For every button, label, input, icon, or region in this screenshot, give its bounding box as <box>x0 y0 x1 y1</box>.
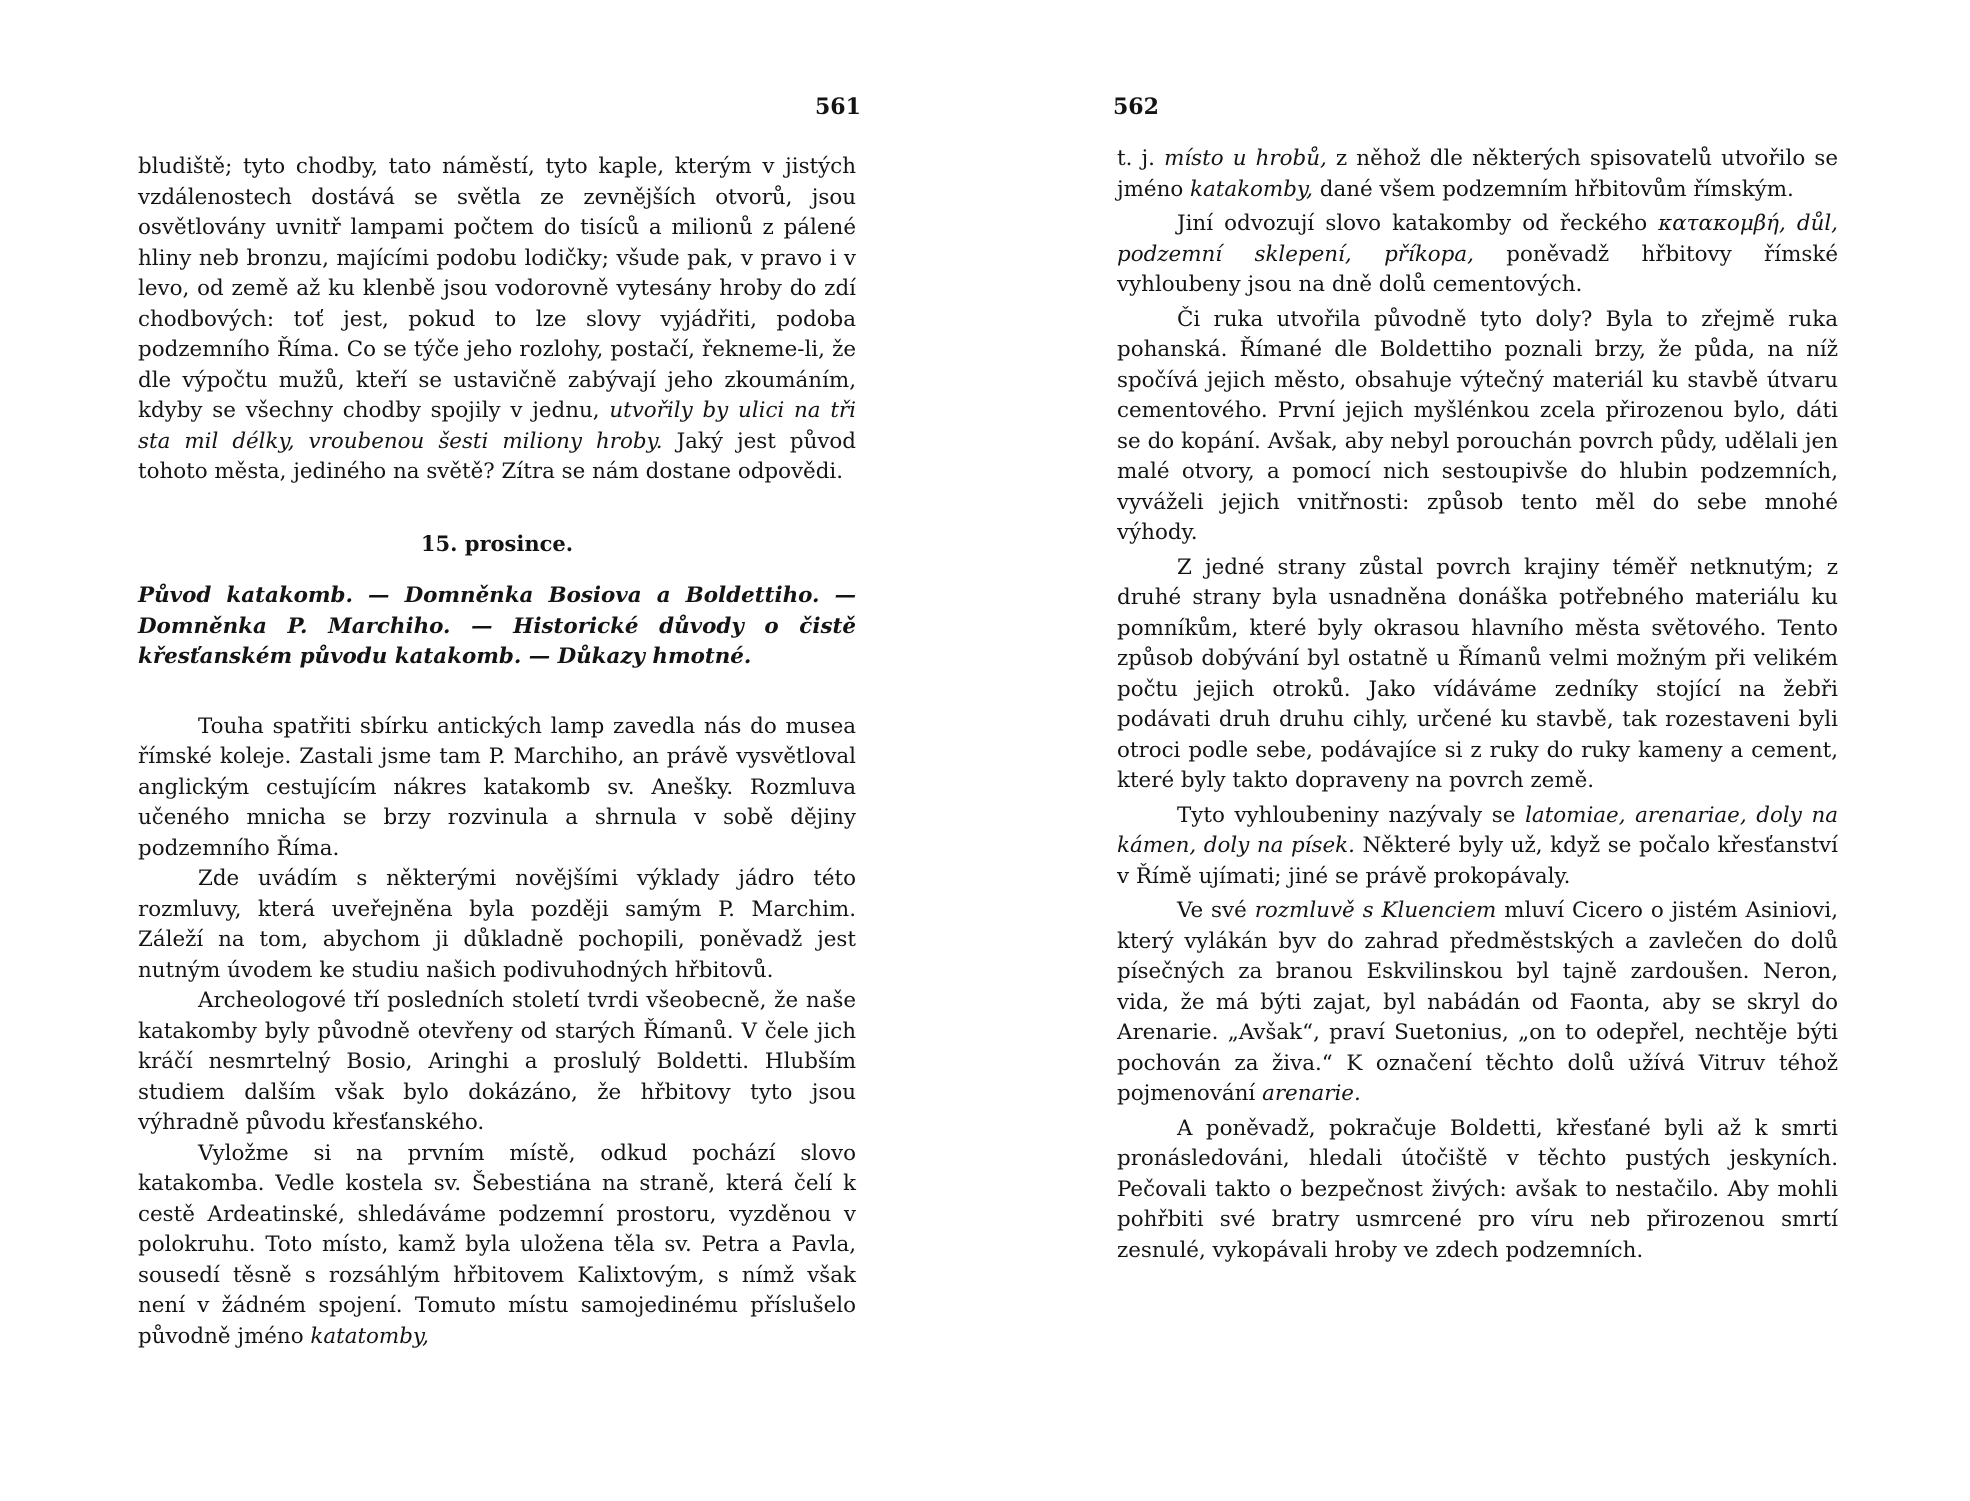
text-run: Jiní odvozují slovo katakomby od řeckého <box>1177 211 1659 236</box>
text-run: Jaký jest původ tohoto města, jediného na světě? Zítra se nám dostane odpovědi. <box>138 428 857 484</box>
italic-text: arenarie. <box>1262 1081 1361 1106</box>
page-number: 561 <box>815 94 861 120</box>
paragraph <box>138 1139 856 1353</box>
italic-text: katatomby, <box>310 1323 429 1349</box>
text-run: bludiště; tyto chodby, tato náměstí, tyto kaple, kterým v jistých vzdálenostech dostává se světla ze zevnějších otvorů, jsou osvětlovány uvnitř lampami počtem do tisíců a milionů z pálené hliny neb bronzu, majícími podobu lodičky; všude pak, v pravo i v levo, od země až ku klenbě jsou vodorovně vytesány hroby do zdí chodbových: toť jest, pokud to lze slovy vyjádřiti, podoba podzemního Říma. Co se týče jeho rozlohy, postačí, řekneme-li, že dle výpočtu mužů, kteří se ustavičně zabývají jeho zkoumáním, kdyby se všechny chodby spojily v jednu, <box>138 154 856 423</box>
paragraph: Touha spatřiti sbírku antických lamp zavedla nás do musea římské koleje. Zastali jsme tam P. Marchiho, an právě vysvětloval anglickým cestujícím nákres katakomb sv. Anešky. Rozmluva učeného mnicha se brzy rozvinula a shrnula v sobě dějiny podzemního Říma. <box>138 713 856 861</box>
text-run: Některé byly už, když se počalo křesťanství v Římě ujímati; jiné se právě prokopávaly. <box>1117 833 1838 889</box>
text-run: poněvadž hřbitovy římské vyhloubeny jsou na dně dolů cementových. <box>1117 241 1838 297</box>
text-column <box>1117 144 1838 1266</box>
text-run: mluví Cicero o jistém Asiniovi, který vylákán byv do zahrad předměstských a zavlečen do dolů písečných za branou Eskvilinskou byl tajně zardoušen. Neron, vida, že má býti zajat, byl nabádán od Faonta, aby se skryl do Arenarie. „Avšak“, praví Suetonius, „on to odepřel, nechtěje býti pochován za živa.“ K označení těchto dolů užívá Vitruv téhož pojmenování <box>1117 898 1838 1106</box>
italic-text: místo u hrobů, <box>1164 146 1327 171</box>
text-run: Ve své <box>1177 898 1255 923</box>
paragraph: Zde uvádím s některými novějšími výklady jádro této rozmluvy, která uveřejněna byla později samým P. Marchim. Záleží na tom, abychom ji důkladně pochopili, poněvadž jest nutným úvodem ke studiu našich podivuhodných hřbitovů. <box>138 866 856 983</box>
italic-text: rozmluvě s Kluenciem <box>1254 898 1497 923</box>
text-column <box>138 152 856 1352</box>
text-run: z něhož dle některých spisovatelů utvořilo se jméno <box>1117 146 1838 202</box>
italic-text: κατακομβή, důl, podzemní sklepení, příkopa, <box>1117 211 1838 267</box>
paragraph <box>1117 896 1838 1110</box>
text-run: t. j. <box>1117 146 1165 171</box>
paragraph <box>1117 801 1838 893</box>
section-subtitle: Původ katakomb. — Domněnka Bosiova a Boldettiho. — Domněnka P. Marchiho. — Historické důvody o čistě křesťanském původu katakomb. — Důkazy hmotné. <box>138 583 856 669</box>
italic-text: latomiae, arenariae, doly na kámen, doly na písek. <box>1117 802 1838 858</box>
italic-text: katakomby, <box>1190 176 1313 202</box>
text-run: Tyto vyhloubeniny nazývaly se <box>1177 802 1526 828</box>
paragraph: A poněvadž, pokračuje Boldetti, křesťané byli až k smrti pronásledováni, hledali útočiště v těchto pustých jeskyních. Pečovali takto o bezpečnost živých: avšak to nestačilo. Aby mohli pohřbiti své bratry usmrcené pro víru neb přirozenou smrtí zesnulé, vykopávali hroby ve zdech podzemních. <box>1117 1115 1838 1263</box>
paragraph <box>138 152 856 488</box>
italic-text: utvořily by ulici na tři sta mil délky, vroubenou šesti miliony hroby. <box>138 398 856 454</box>
paragraph <box>1117 209 1838 301</box>
page-number: 562 <box>1113 94 1159 120</box>
paragraph <box>1117 144 1838 205</box>
right-page <box>985 0 1970 1501</box>
paragraph: Archeologové tří posledních století tvrdi všeobecně, že naše katakomby byly původně otevřeny od starých Římanů. V čele jich kráčí nesmrtelný Bosio, Aringhi a proslulý Boldetti. Hlubším studiem dalším však bylo dokázáno, že hřbitovy tyto jsou výhradně původu křesťanského. <box>138 988 856 1135</box>
text-run: dané všem podzemním hřbitovům římským. <box>1312 176 1794 202</box>
paragraph: Či ruka utvořila původně tyto doly? Byla to zřejmě ruka pohanská. Římané dle Boldettiho poznali brzy, že půda, na níž spočívá jejich město, obsahuje výtečný materiál ku stavbě útvaru cementového. První jejich myšlénkou zcela přirozenou bylo, dáti se do kopání. Avšak, aby nebyl porouchán povrch půdy, udělali jen malé otvory, a pomocí nich sestoupivše do hlubin podzemních, vyváželi jejich vnitřnosti: způsob tento měl do sebe mnohé výhody. <box>1117 306 1838 545</box>
paragraph: Z jedné strany zůstal povrch krajiny téměř netknutým; z druhé strany byla usnadněna donáška potřebného materiálu ku pomníkům, které byly okrasou hlavního města světového. Tento způsob dobývání byl ostatně u Římanů velmi možným při velikém počtu jejich otroků. Jako vídáváme zedníky stojící na žebři podávati druh druhu cihly, určené ku stavbě, tak rozestaveni byli otroci podle sebe, podávajíce si z ruky do ruky kameny a cement, které byly takto dopraveny na povrch země. <box>1117 554 1838 793</box>
section-heading: 15. prosince. <box>420 530 574 556</box>
text-run: Vyložme si na prvním místě, odkud pochází slovo katakomba. Vedle kostela sv. Šebestiána na straně, která čelí k cestě Ardeatinské, shledáváme podzemní prostoru, vyzděnou v polokruhu. Toto místo, kamž byla uložena těla sv. Petra a Pavla, sousedí těsně s rozsáhlým hřbitovem Kalixtovým, s nímž však není v žádném spojení. Tomuto místu samojedinému příslušelo původně jméno <box>138 1140 856 1349</box>
